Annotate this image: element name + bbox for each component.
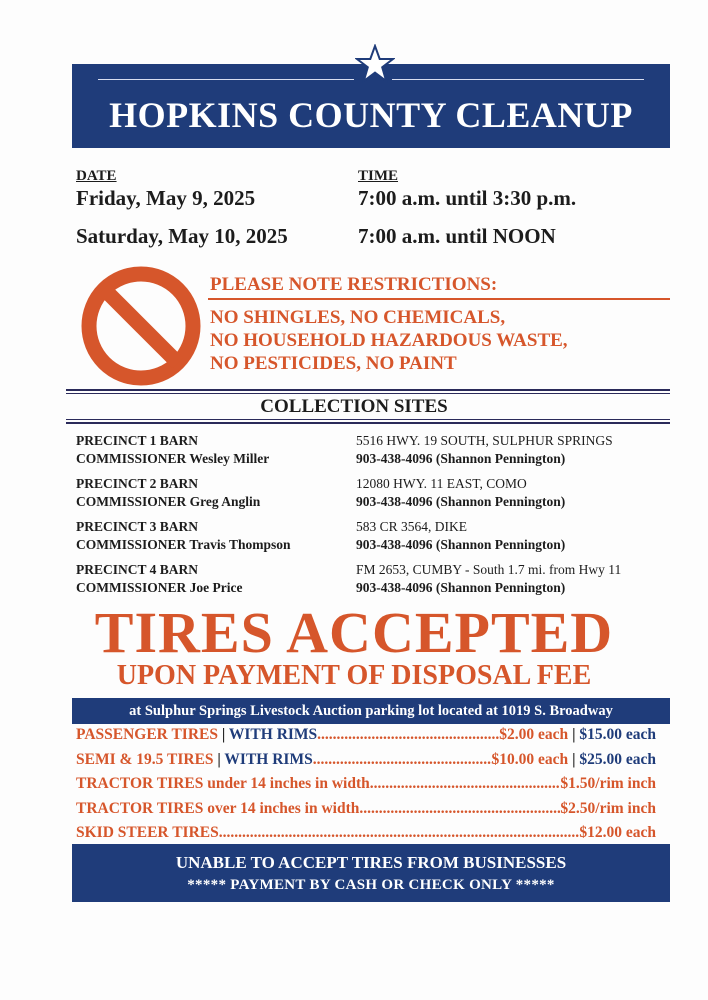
divider bbox=[66, 422, 670, 424]
price-value: $2.50/rim inch bbox=[560, 800, 656, 817]
footer-line-2: ***** PAYMENT BY CASH OR CHECK ONLY ***** bbox=[187, 877, 555, 893]
day-2-time: 7:00 a.m. until NOON bbox=[358, 224, 556, 248]
footer-line-1: UNABLE TO ACCEPT TIRES FROM BUSINESSES bbox=[175, 853, 567, 872]
footer-banner bbox=[72, 844, 670, 902]
price-row-semi bbox=[76, 751, 656, 769]
star-icon bbox=[355, 44, 395, 84]
location-bar bbox=[72, 698, 670, 724]
site-precinct: PRECINCT 3 BARN bbox=[76, 519, 199, 534]
divider bbox=[66, 389, 670, 391]
price-value: $1.50/rim inch bbox=[560, 775, 656, 792]
price-name: TRACTOR TIRES under 14 inches in width bbox=[76, 775, 370, 792]
price-row-tractor-over bbox=[76, 800, 656, 818]
price-row-skid-steer bbox=[76, 824, 656, 842]
restriction-line: NO PESTICIDES, NO PAINT bbox=[210, 353, 457, 374]
page-title: HOPKINS COUNTY CLEANUP bbox=[109, 95, 633, 135]
site-precinct: PRECINCT 2 BARN bbox=[76, 476, 199, 491]
price-leader bbox=[219, 824, 580, 842]
divider bbox=[66, 419, 670, 420]
time-label: TIME bbox=[358, 168, 399, 184]
site-1-right bbox=[356, 432, 613, 468]
restriction-line: NO SHINGLES, NO CHEMICALS, bbox=[210, 307, 506, 328]
site-precinct: PRECINCT 1 BARN bbox=[76, 433, 199, 448]
price-name: TRACTOR TIRES over 14 inches in width bbox=[76, 800, 360, 817]
price-leader bbox=[370, 775, 561, 793]
day-1-time: 7:00 a.m. until 3:30 p.m. bbox=[358, 186, 577, 210]
site-phone: 903-438-4096 (Shannon Pennington) bbox=[356, 537, 566, 552]
restriction-line: NO HOUSEHOLD HAZARDOUS WASTE, bbox=[210, 330, 568, 351]
price-leader bbox=[313, 751, 492, 769]
price-leader bbox=[317, 726, 499, 744]
restrictions-rule bbox=[208, 298, 670, 300]
tires-heading: TIRES ACCEPTED bbox=[94, 600, 614, 665]
day-2-date: Saturday, May 10, 2025 bbox=[76, 224, 288, 248]
site-commissioner: COMMISSIONER Joe Price bbox=[76, 580, 243, 595]
restrictions-heading: PLEASE NOTE RESTRICTIONS: bbox=[210, 274, 498, 295]
banner-rule-right bbox=[392, 79, 644, 80]
site-2-right bbox=[356, 475, 565, 511]
price-name: SKID STEER TIRES bbox=[76, 824, 219, 841]
location-text: at Sulphur Springs Livestock Auction parking lot located at 1019 S. Broadway bbox=[129, 703, 613, 719]
price-name: PASSENGER TIRES | WITH RIMS bbox=[76, 726, 318, 743]
site-4-left bbox=[76, 561, 242, 597]
tires-subheading: UPON PAYMENT OF DISPOSAL FEE bbox=[116, 660, 592, 691]
site-2-left bbox=[76, 475, 260, 511]
price-value: $10.00 each | $25.00 each bbox=[491, 751, 656, 768]
site-4-right bbox=[356, 561, 621, 597]
price-leader bbox=[359, 800, 560, 818]
price-value: $12.00 each bbox=[579, 824, 656, 841]
collection-sites-heading: COLLECTION SITES bbox=[260, 396, 448, 417]
site-3-right bbox=[356, 518, 565, 554]
date-label: DATE bbox=[76, 168, 117, 184]
site-phone: 903-438-4096 (Shannon Pennington) bbox=[356, 451, 566, 466]
price-row-tractor-under bbox=[76, 775, 656, 793]
site-address: 12080 HWY. 11 EAST, COMO bbox=[356, 476, 527, 491]
site-commissioner: COMMISSIONER Travis Thompson bbox=[76, 537, 291, 552]
site-precinct: PRECINCT 4 BARN bbox=[76, 562, 199, 577]
divider bbox=[66, 393, 670, 394]
site-address: FM 2653, CUMBY - South 1.7 mi. from Hwy 11 bbox=[356, 562, 622, 577]
site-commissioner: COMMISSIONER Wesley Miller bbox=[76, 451, 270, 466]
price-value: $2.00 each | $15.00 each bbox=[499, 726, 656, 743]
site-1-left bbox=[76, 432, 269, 468]
prohibited-icon bbox=[80, 265, 202, 387]
site-phone: 903-438-4096 (Shannon Pennington) bbox=[356, 580, 566, 595]
site-address: 583 CR 3564, DIKE bbox=[356, 519, 467, 534]
site-address: 5516 HWY. 19 SOUTH, SULPHUR SPRINGS bbox=[356, 433, 613, 448]
site-commissioner: COMMISSIONER Greg Anglin bbox=[76, 494, 261, 509]
site-3-left bbox=[76, 518, 291, 554]
banner-rule-left bbox=[98, 79, 354, 80]
price-row-passenger bbox=[76, 726, 656, 744]
site-phone: 903-438-4096 (Shannon Pennington) bbox=[356, 494, 566, 509]
day-1-date: Friday, May 9, 2025 bbox=[76, 186, 256, 210]
price-name: SEMI & 19.5 TIRES | WITH RIMS bbox=[76, 751, 313, 768]
